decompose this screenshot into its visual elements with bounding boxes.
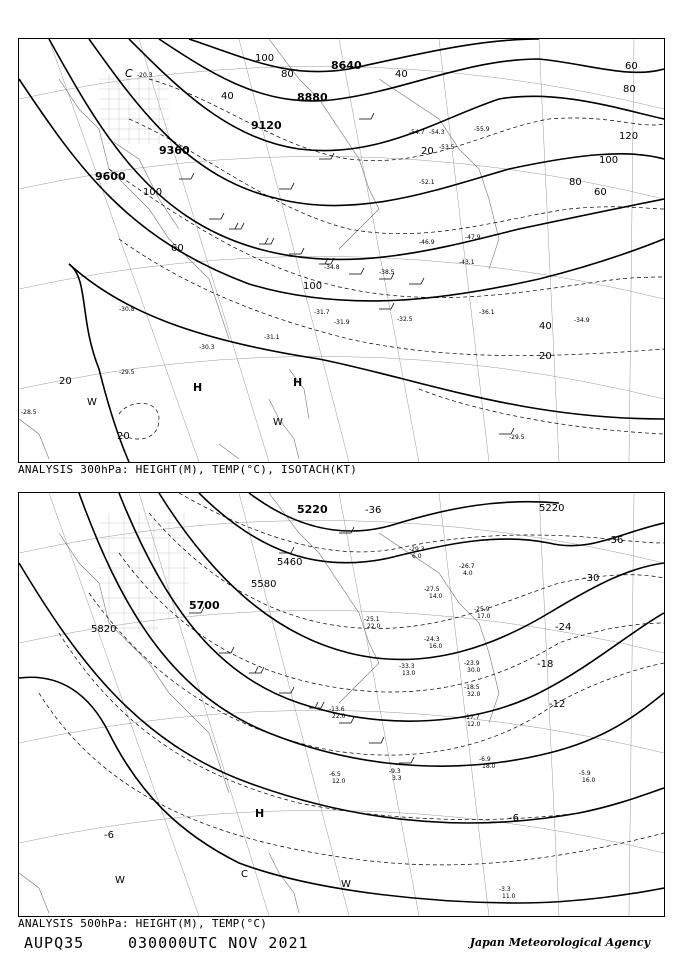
isotach-label: 60 xyxy=(594,187,607,198)
isotach-label: 20 xyxy=(539,351,552,362)
station-label: -13.6 xyxy=(329,706,345,713)
height-label-5220: 5220 xyxy=(539,503,565,514)
station-label: 22.0 xyxy=(367,623,381,630)
temp-label: -34.9 xyxy=(574,317,590,324)
isotherm-label: -6 xyxy=(509,813,519,824)
temp-label: -31.7 xyxy=(314,309,330,316)
isotherm-label: -24 xyxy=(555,622,572,633)
station-label: 22.0 xyxy=(332,713,346,720)
temp-label: -53.5 xyxy=(439,144,455,151)
temp-label: -29.5 xyxy=(509,434,525,441)
wind-barbs-300 xyxy=(179,113,514,434)
warm-center-w: W xyxy=(115,875,125,886)
height-label-5580: 5580 xyxy=(251,579,277,590)
station-label: -23.9 xyxy=(464,660,480,667)
isotach-label: 100 xyxy=(599,155,619,166)
station-label: -24.3 xyxy=(424,636,440,643)
temp-label: -31.9 xyxy=(334,319,350,326)
isotherm-label: -12 xyxy=(549,699,566,710)
isotach-label: 80 xyxy=(569,177,582,188)
station-label: 32.0 xyxy=(467,691,481,698)
analysis-500hpa-map xyxy=(18,492,665,917)
warm-center-w: W xyxy=(87,397,97,408)
isotach-label: 80 xyxy=(623,84,636,95)
isotach-label: 100 xyxy=(255,53,275,64)
station-label: 14.0 xyxy=(429,593,443,600)
station-label: -9.3 xyxy=(389,768,401,775)
caption-300hpa: ANALYSIS 300hPa: HEIGHT(M), TEMP(°C), ISOTACH(KT) xyxy=(18,463,358,476)
station-label: 6.0 xyxy=(412,553,422,560)
isotherm-label: -6 xyxy=(104,830,114,841)
map-500-svg xyxy=(19,493,664,916)
station-label: -33.3 xyxy=(399,663,415,670)
station-label: -18.5 xyxy=(464,684,480,691)
height-label-8640: 8640 xyxy=(331,59,362,72)
height-label-5820: 5820 xyxy=(91,624,117,635)
isotach-label: 60 xyxy=(171,243,184,254)
temp-label: -31.1 xyxy=(264,334,280,341)
isotach-label: 20 xyxy=(421,146,434,157)
station-label: -25.9 xyxy=(474,606,490,613)
high-center-h: H xyxy=(293,376,303,389)
station-label: 17.0 xyxy=(477,613,491,620)
station-label: -3.3 xyxy=(499,886,511,893)
graticule-300 xyxy=(19,39,664,462)
station-label: 12.0 xyxy=(467,721,481,728)
hatch-300 xyxy=(99,74,169,144)
isotherm-label: -36 xyxy=(607,535,624,546)
temp-label: -47.9 xyxy=(465,234,481,241)
height-label-5700: 5700 xyxy=(189,599,220,612)
station-label: -26.7 xyxy=(459,563,475,570)
station-label: -5.9 xyxy=(579,770,591,777)
temp-label: -29.5 xyxy=(119,369,135,376)
station-label: 18.0 xyxy=(482,763,496,770)
height-label-9600: 9600 xyxy=(95,170,126,183)
isotach-label: 100 xyxy=(303,281,323,292)
caption-500hpa: ANALYSIS 500hPa: HEIGHT(M), TEMP(°C) xyxy=(18,917,268,930)
temp-label: -28.5 xyxy=(21,409,37,416)
isotach-label: 60 xyxy=(625,61,638,72)
analysis-300hpa-map xyxy=(18,38,665,463)
station-label: 16.0 xyxy=(582,777,596,784)
temp-label: -38.5 xyxy=(379,269,395,276)
cold-center-c: C xyxy=(241,869,248,880)
station-label: -27.5 xyxy=(424,586,440,593)
station-label: 11.0 xyxy=(502,893,516,900)
cold-center-value: -20.3 xyxy=(137,72,153,79)
temp-label: -30.8 xyxy=(119,306,135,313)
temp-label: -54.7 xyxy=(409,129,425,136)
height-contours-300 xyxy=(19,39,664,419)
isotherm-label: -18 xyxy=(537,659,554,670)
height-label-9360: 9360 xyxy=(159,144,190,157)
station-label: 4.0 xyxy=(463,570,473,577)
temp-label: -30.3 xyxy=(199,344,215,351)
temp-label: -34.8 xyxy=(324,264,340,271)
warm-center-w: W xyxy=(273,417,283,428)
chart-time: 030000UTC NOV 2021 xyxy=(128,934,309,952)
station-label: -29.3 xyxy=(409,546,425,553)
warm-center-w: W xyxy=(341,879,351,890)
isotach-label: 40 xyxy=(539,321,552,332)
height-label-5460: 5460 xyxy=(277,557,303,568)
isotherm-label: -36 xyxy=(365,505,382,516)
station-label: -6.5 xyxy=(329,771,341,778)
station-label: -25.1 xyxy=(364,616,380,623)
height-label-5220: 5220 xyxy=(297,503,328,516)
station-label: -17.7 xyxy=(464,714,480,721)
station-label: 3.3 xyxy=(392,775,402,782)
coastline-500 xyxy=(19,493,499,913)
temp-label: -46.9 xyxy=(419,239,435,246)
height-label-9120: 9120 xyxy=(251,119,282,132)
chart-code: AUPQ35 xyxy=(24,934,85,952)
temp-label: -36.1 xyxy=(479,309,495,316)
station-label: -6.9 xyxy=(479,756,491,763)
station-label: 13.0 xyxy=(402,670,416,677)
isotach-label: 120 xyxy=(619,131,639,142)
temp-label: -55.9 xyxy=(474,126,490,133)
agency-name: Japan Meteorological Agency xyxy=(469,936,650,949)
isotach-label: 100 xyxy=(143,187,163,198)
station-label: 30.0 xyxy=(467,667,481,674)
isotach-label: 40 xyxy=(395,69,408,80)
cold-center-c: C xyxy=(125,67,133,80)
isotach-label: 20 xyxy=(117,431,130,442)
isotach-label: 40 xyxy=(221,91,234,102)
temp-label: -52.1 xyxy=(419,179,435,186)
height-label-8880: 8880 xyxy=(297,91,328,104)
map-300-svg xyxy=(19,39,664,462)
isotach-label: 20 xyxy=(59,376,72,387)
high-center-h: H xyxy=(255,807,265,820)
temp-isotherms-500 xyxy=(39,493,664,865)
isotach-label: 80 xyxy=(281,69,294,80)
temp-label: -32.5 xyxy=(397,316,413,323)
isotherm-label: -30 xyxy=(583,573,600,584)
temp-label: -43.1 xyxy=(459,259,475,266)
station-label: 12.0 xyxy=(332,778,346,785)
station-label: 16.0 xyxy=(429,643,443,650)
high-center-h: H xyxy=(193,381,203,394)
temp-label: -54.3 xyxy=(429,129,445,136)
